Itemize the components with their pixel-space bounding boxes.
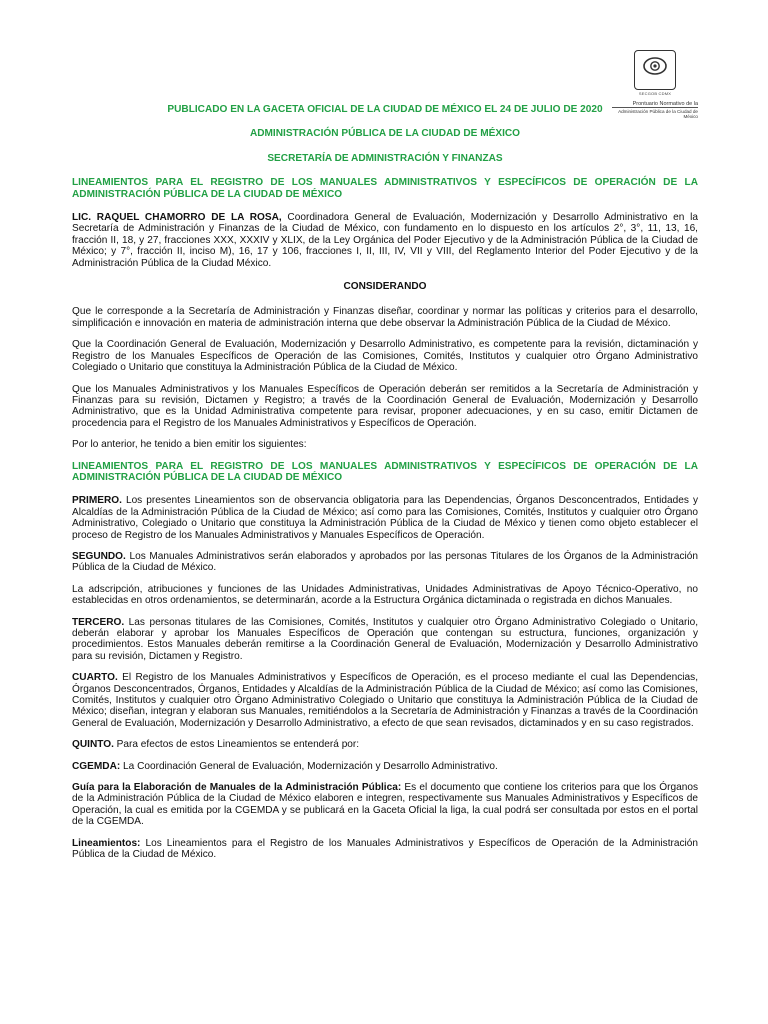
- article-text: Las personas titulares de las Comisiones, Comités, Institutos y cualquier otro Órgano Administrativo Colegiado o Unitario, deberán elaborar y aprobar los Manuales Específicos de Operación que contengan su estructura, funciones, organización y procedimientos. Estos Manuales deberán remitirse a la Coordinación General de Evaluación, Modernización y Desarrollo Administrativo para su revisión, Dictamen y Registro.: [72, 616, 698, 662]
- article-tercero: [72, 617, 698, 663]
- eye-emblem-icon: [634, 50, 676, 90]
- article-text: La adscripción, atribuciones y funciones de las Unidades Administrativas, Unidades Administrativas de Apoyo Técnico-Operativo, no establecidas en otros ordenamientos, se determinarán, acorde a la Estructura Orgánica dictaminada o registrada en dichos Manuales.: [72, 583, 698, 607]
- article-primero: [72, 495, 698, 541]
- signatory-name: LIC. RAQUEL CHAMORRO DE LA ROSA,: [72, 212, 282, 224]
- intro-text: Coordinadora General de Evaluación, Modernización y Desarrollo Administrativo en la Secretaría de Administración y Finanzas de la Ciudad de México, con fundamento en lo dispuesto en los artículos 2°, 3°, 11, 13, 16, fracción II, 18, y 27, fracciones XXX, XXXIV y XLIX, de la Ley Orgánica del Poder Ejecutivo y de la Administración Pública de la Ciudad de México; y 7°, fracción II, inciso M), 16, 17 y 106, fracciones I, II, III, IV, VII y VIII, del Reglamento Interior del Poder Ejecutivo y de la Administración Pública de la Ciudad México.: [72, 212, 698, 269]
- logo-caption-line1: Prontuario Normativo de la: [632, 101, 698, 107]
- article-label: QUINTO.: [72, 739, 114, 751]
- article-segundo: [72, 551, 698, 574]
- article-text: Para efectos de estos Lineamientos se entenderá por:: [113, 739, 360, 751]
- administration-heading: ADMINISTRACIÓN PÚBLICA DE LA CIUDAD DE MÉXICO: [249, 128, 521, 140]
- intro-paragraph: [72, 212, 698, 269]
- logo-subcaption: SECGOB CDMX: [638, 91, 672, 96]
- article-cuarto: [72, 672, 698, 729]
- consideration-paragraph: Por lo anterior, he tenido a bien emitir los siguientes:: [72, 439, 307, 451]
- consideration-paragraph: Que los Manuales Administrativos y los Manuales Específicos de Operación deberán ser remitidos a la Secretaría de Administración y Finanzas para su revisión, Dictamen y Registro; a través de la Coordinación General de Evaluación, Modernización y Desarrollo Administrativo, que es la Unidad Administrativa competente para revisar, proponer adecuaciones, y en su caso, emitir Dictamen de procedencia para el Registro de los Manuales Administrativos y Específicos de Operación.: [72, 383, 698, 429]
- definition-text: Es el documento que contiene los criterios para que los Órganos de la Administración Pública de la Ciudad de México elaboren e integren, respectivamente sus Manuales Administrativos y Específicos de Operación, la cual es emitida por la CGEMDA y se publicará en la Gaceta Oficial la liga, la cual podrá ser consultada por estos en el portal de la CGEMDA.: [72, 782, 698, 828]
- article-label: SEGUNDO.: [72, 550, 126, 562]
- gazette-heading: PUBLICADO EN LA GACETA OFICIAL DE LA CIUDAD DE MÉXICO EL 24 DE JULIO DE 2020: [167, 104, 603, 115]
- consideration-paragraph: Que le corresponde a la Secretaría de Administración y Finanzas diseñar, coordinar y normar las políticas y criterios para el desarrollo, simplificación e innovación en materia de administración interna que debe observar la Administración Pública de la Ciudad de México.: [72, 306, 698, 329]
- document-title: LINEAMIENTOS PARA EL REGISTRO DE LOS MANUALES ADMINISTRATIVOS Y ESPECÍFICOS DE OPERACIÓN DE LA ADMINISTRACIÓN PÚBLICA DE LA CIUDAD DE MÉXICO: [72, 177, 698, 200]
- definition-term: Guía para la Elaboración de Manuales de la Administración Pública:: [72, 782, 402, 794]
- secretariat-heading: SECRETARÍA DE ADMINISTRACIÓN Y FINANZAS: [267, 152, 503, 164]
- article-segundo-continued: [72, 584, 698, 607]
- article-text: El Registro de los Manuales Administrativos y Específicos de Operación, es el proceso mediante el cual las Dependencias, Órganos Desconcentrados, Órganos, Entidades y Alcaldías de la Administración Pública de la Ciudad de México; así como las Comisiones, Comités, Institutos y cualquier otro Órgano Administrativo Colegiado o Unitario que constituya la Administración Pública de la Ciudad de México; diseñan, integran y elaboran sus Manuales, remitiéndolos a la Secretaría de Administración y Finanzas a través de la Coordinación General de Evaluación, Modernización y Desarrollo Administrativo, a efecto de que sean revisados, dictaminados y en su caso registrados.: [72, 672, 698, 729]
- definition-text: Los Lineamientos para el Registro de los Manuales Administrativos y Específicos de Operación de la Administración Pública de la Ciudad de México.: [72, 837, 698, 861]
- article-quinto: [72, 739, 698, 750]
- article-label: PRIMERO.: [72, 495, 122, 507]
- logo-caption-line2: Administración Pública de la Ciudad de México: [612, 107, 698, 119]
- considerando-heading: CONSIDERANDO: [343, 281, 427, 293]
- document-body: [72, 104, 698, 871]
- consideration-paragraph: Que la Coordinación General de Evaluación, Modernización y Desarrollo Administrativo, es competente para la revisión, dictaminación y Registro de los Manuales Específicos de Operación de las Comisiones, Comités, Institutos y cualquier otro Órgano Administrativo Colegiado o Unitario que constituya la Administración Pública de la Ciudad de México.: [72, 339, 698, 374]
- article-text: Los presentes Lineamientos son de observancia obligatoria para las Dependencias, Órganos Desconcentrados, Entidades y Alcaldías de la Administración Pública de la Ciudad de México; así como para las Comisiones, Comités, Institutos y cualquier otro Órgano Administrativo, Colegiado o Unitario que constituya la Administración Pública de la Ciudad de México y tienen como objeto establecer el proceso de Registro de los Manuales Administrativos y Manuales Específicos de Operación.: [72, 495, 698, 541]
- definition-term: CGEMDA:: [72, 760, 121, 772]
- definition-term: Lineamientos:: [72, 837, 141, 849]
- definition-cgemda: [72, 761, 698, 772]
- definition-lineamientos: [72, 838, 698, 861]
- article-text: Los Manuales Administrativos serán elaborados y aprobados por las personas Titulares de los Órganos de la Administración Pública de la Ciudad de México.: [72, 550, 698, 574]
- article-label: TERCERO.: [72, 616, 125, 628]
- definition-guia: [72, 782, 698, 828]
- lineamientos-title: LINEAMIENTOS PARA EL REGISTRO DE LOS MANUALES ADMINISTRATIVOS Y ESPECÍFICOS DE OPERACIÓN DE LA ADMINISTRACIÓN PÚBLICA DE LA CIUDAD DE MÉXICO: [72, 460, 698, 483]
- article-label: CUARTO.: [72, 672, 118, 684]
- definition-text: La Coordinación General de Evaluación, Modernización y Desarrollo Administrativo.: [120, 760, 498, 772]
